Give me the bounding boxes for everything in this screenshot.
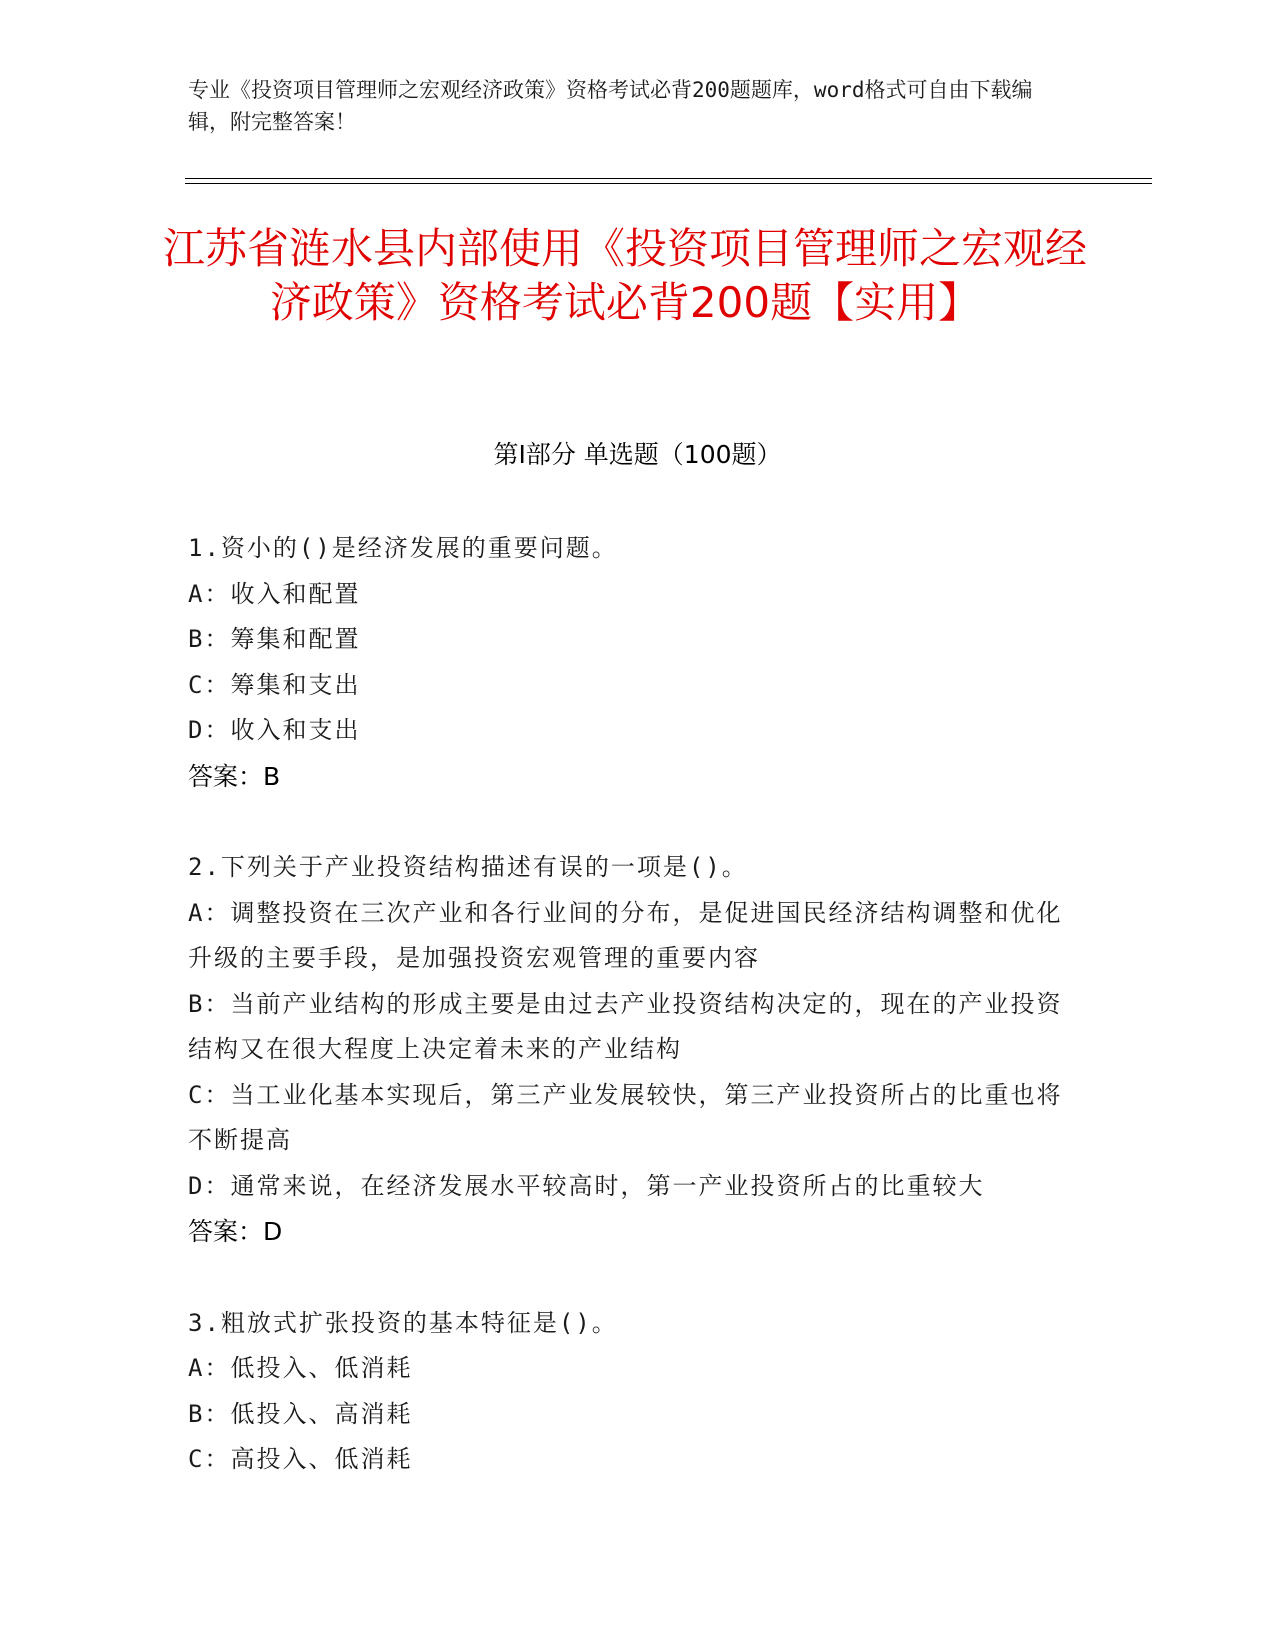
header-divider-bottom [185, 183, 1152, 184]
option-a: A：低投入、低消耗 [188, 1354, 413, 1382]
option-d: D：收入和支出 [188, 716, 361, 744]
option-a: A：调整投资在三次产业和各行业间的分布，是促进国民经济结构调整和优化升级的主要手段，是加强投资宏观管理的重要内容 [188, 898, 1063, 972]
option-c: C：当工业化基本实现后，第三产业发展较快，第三产业投资所占的比重也将不断提高 [188, 1080, 1063, 1154]
option-b: B：低投入、高消耗 [188, 1399, 413, 1428]
option-c: C：高投入、低消耗 [188, 1445, 413, 1473]
question-2 [188, 845, 1068, 1255]
question-stem: 3.粗放式扩张投资的基本特征是()。 [188, 1308, 618, 1337]
question-1 [188, 526, 1068, 799]
option-d: D：通常来说，在经济发展水平较高时，第一产业投资所占的比重较大 [188, 1171, 985, 1200]
option-b: B：筹集和配置 [188, 625, 361, 653]
question-list [188, 526, 1068, 1529]
question-3 [188, 1301, 1068, 1483]
option-c: C：筹集和支出 [188, 670, 361, 699]
option-a: A：收入和配置 [188, 579, 361, 608]
answer: 答案：D [188, 1217, 283, 1246]
document-title: 江苏省涟水县内部使用《投资项目管理师之宏观经济政策》资格考试必背200题【实用】 [162, 224, 1087, 327]
header-divider-top [185, 178, 1152, 179]
question-stem: 2.下列关于产业投资结构描述有误的一项是()。 [188, 853, 748, 881]
answer: 答案：B [188, 761, 281, 791]
header-note: 专业《投资项目管理师之宏观经济政策》资格考试必背200题题库，word格式可自由下载编辑，附完整答案！ [188, 78, 1033, 134]
question-stem: 1.资小的()是经济发展的重要问题。 [188, 534, 618, 562]
section-heading: 第Ⅰ部分 单选题（100题） [493, 440, 782, 469]
option-b: B：当前产业结构的形成主要是由过去产业投资结构决定的，现在的产业投资结构又在很大程度上决定着未来的产业结构 [188, 989, 1063, 1063]
